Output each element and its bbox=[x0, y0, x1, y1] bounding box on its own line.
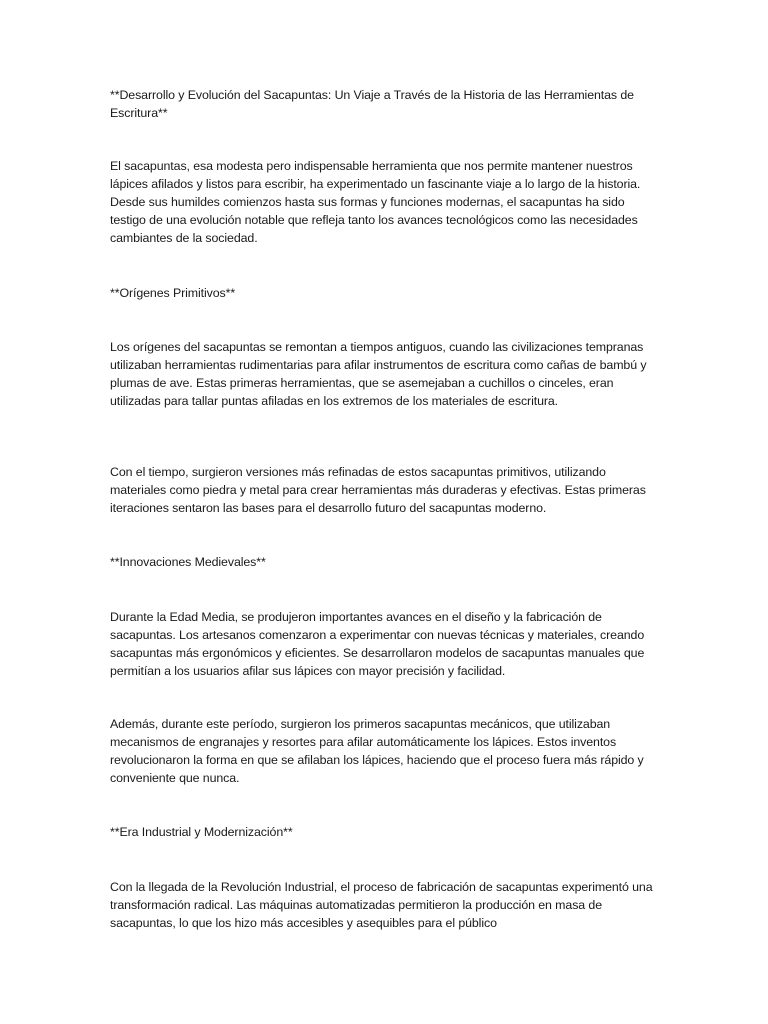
section-heading-industrial: **Era Industrial y Modernización** bbox=[110, 825, 293, 839]
section-heading-medieval: **Innovaciones Medievales** bbox=[110, 555, 266, 569]
intro-paragraph: El sacapuntas, esa modesta pero indispensable herramienta que nos permite mantener nuestros lápices afilados y listos para escribir, ha experimentado un fascinante viaje a lo largo de la historia. Desde sus humildes comienzos hasta sus formas y funciones modernas, el sacapuntas ha sido testigo de una evolución notable que refleja tanto los avances tecnológicos como las necesidades cambiantes de la sociedad. bbox=[110, 159, 641, 245]
origins-paragraph-1: Los orígenes del sacapuntas se remontan a tiempos antiguos, cuando las civilizaciones tempranas utilizaban herramientas rudimentarias para afilar instrumentos de escritura como cañas de bambú y plumas de ave. Estas primeras herramientas, que se asemejaban a cuchillos o cinceles, eran utilizadas para tallar puntas afiladas en los extremos de los materiales de escritura. bbox=[110, 340, 647, 408]
industrial-paragraph-1: Con la llegada de la Revolución Industrial, el proceso de fabricación de sacapuntas experimentó una transformación radical. Las máquinas automatizadas permitieron la producción en masa de sacapuntas, lo que los hizo más accesibles y asequibles para el público bbox=[110, 880, 653, 930]
origins-paragraph-2: Con el tiempo, surgieron versiones más refinadas de estos sacapuntas primitivos, utilizando materiales como piedra y metal para crear herramientas más duraderas y efectivas. Estas primeras iteraciones sentaron las bases para el desarrollo futuro del sacapuntas moderno. bbox=[110, 465, 646, 515]
document-title: **Desarrollo y Evolución del Sacapuntas: Un Viaje a Través de la Historia de las Herramientas de Escritura** bbox=[110, 88, 634, 120]
section-heading-origins: **Orígenes Primitivos** bbox=[110, 286, 236, 300]
medieval-paragraph-2: Además, durante este período, surgieron los primeros sacapuntas mecánicos, que utilizaban mecanismos de engranajes y resortes para afilar automáticamente los lápices. Estos inventos revolucionaron la forma en que se afilaban los lápices, haciendo que el proceso fuera más rápido y conveniente que nunca. bbox=[110, 717, 644, 785]
medieval-paragraph-1: Durante la Edad Media, se produjeron importantes avances en el diseño y la fabricación de sacapuntas. Los artesanos comenzaron a experimentar con nuevas técnicas y materiales, creando sacapuntas más ergonómicos y eficientes. Se desarrollaron modelos de sacapuntas manuales que permitían a los usuarios afilar sus lápices con mayor precisión y facilidad. bbox=[110, 610, 645, 678]
